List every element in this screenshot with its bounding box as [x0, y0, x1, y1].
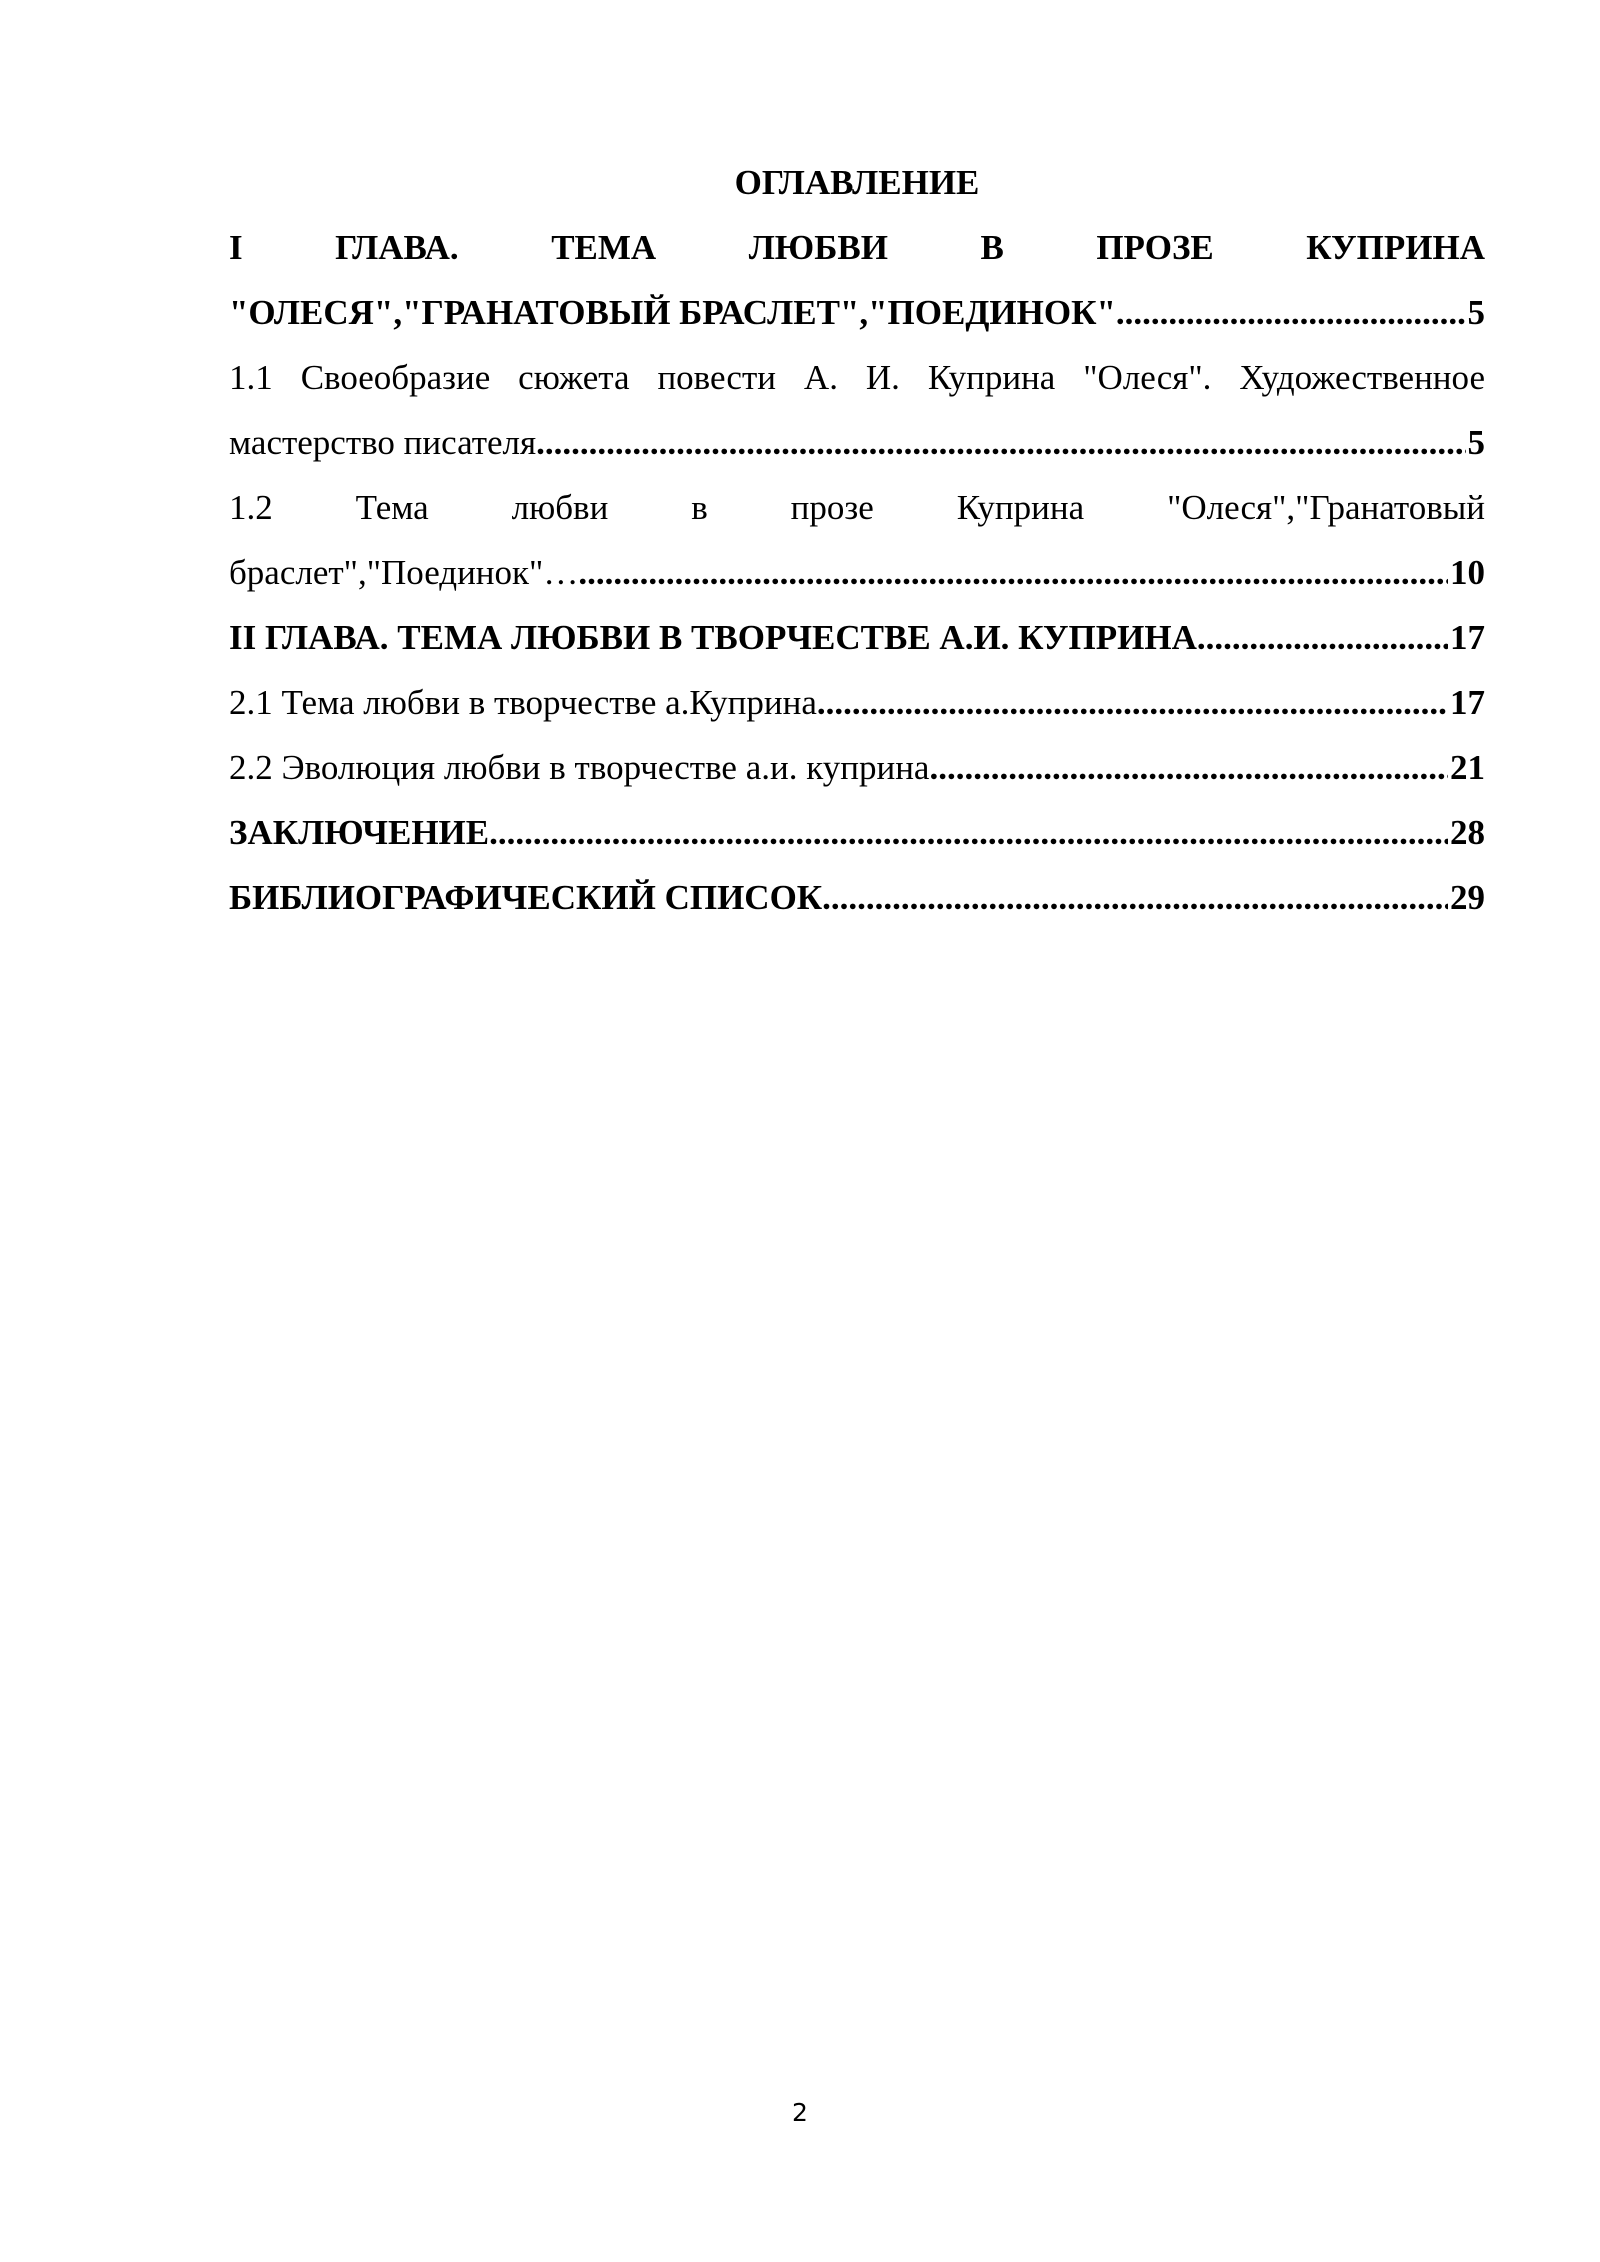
dot-leader [817, 670, 1448, 735]
toc-entry-chapter-2[interactable] [229, 605, 1485, 670]
table-of-contents [229, 150, 1485, 930]
dot-leader [489, 800, 1448, 865]
dot-leader [578, 540, 1448, 605]
toc-entry-text-line: 1.2 Тема любви в прозе Куприна "Олеся","Гранатовый [229, 488, 1485, 527]
toc-entry-text-line: I ГЛАВА. ТЕМА ЛЮБВИ В ПРОЗЕ КУПРИНА [229, 228, 1485, 267]
toc-page-number: 10 [1450, 553, 1485, 592]
dot-leader [1197, 605, 1448, 670]
toc-entry-leader-line [229, 735, 1485, 800]
dot-leader [536, 410, 1465, 475]
toc-entry-conclusion[interactable] [229, 800, 1485, 865]
toc-entry-text-line: "ОЛЕСЯ","ГРАНАТОВЫЙ БРАСЛЕТ","ПОЕДИНОК" [229, 293, 1116, 332]
toc-title: ОГЛАВЛЕНИЕ [734, 163, 980, 202]
toc-entry-text-line: 2.1 Тема любви в творчестве а.Куприна [229, 683, 817, 722]
toc-entry-text-line: БИБЛИОГРАФИЧЕСКИЙ СПИСОК [229, 878, 823, 917]
toc-entry-leader-line [229, 670, 1485, 735]
toc-entry-text-line: 2.2 Эволюция любви в творчестве а.и. куприна [229, 748, 930, 787]
toc-entry-text-line: браслет","Поединок"… [229, 553, 579, 592]
toc-entry-leader-line [229, 865, 1485, 930]
toc-page-number: 29 [1450, 878, 1485, 917]
page-number: 2 [792, 2098, 808, 2127]
dot-leader [1116, 280, 1466, 345]
dot-leader [822, 865, 1448, 930]
toc-page-number: 28 [1450, 813, 1485, 852]
toc-entry-chapter-1[interactable] [229, 215, 1485, 345]
toc-page-number: 5 [1467, 293, 1485, 332]
dot-leader [929, 735, 1448, 800]
toc-entry-leader-line [229, 410, 1485, 475]
toc-entry-leader-line [229, 800, 1485, 865]
toc-entry-text-line: ЗАКЛЮЧЕНИЕ [229, 813, 490, 852]
toc-entry-bibliography[interactable] [229, 865, 1485, 930]
toc-entry-leader-line [229, 280, 1485, 345]
toc-page-number: 21 [1450, 748, 1485, 787]
toc-page-number: 5 [1467, 423, 1485, 462]
toc-entry-section-2-1[interactable] [229, 670, 1485, 735]
toc-entry-text-line: II ГЛАВА. ТЕМА ЛЮБВИ В ТВОРЧЕСТВЕ А.И. КУПРИНА [229, 618, 1197, 657]
toc-entry-leader-line [229, 605, 1485, 670]
toc-page-number: 17 [1450, 618, 1485, 657]
toc-entry-leader-line [229, 540, 1485, 605]
toc-entry-section-1-1[interactable] [229, 345, 1485, 475]
toc-entry-section-2-2[interactable] [229, 735, 1485, 800]
toc-entry-section-1-2[interactable] [229, 475, 1485, 605]
toc-entry-text-line: 1.1 Своеобразие сюжета повести А. И. Куприна "Олеся". Художественное [229, 358, 1485, 397]
toc-page-number: 17 [1450, 683, 1485, 722]
toc-entry-text-line: мастерство писателя [229, 423, 537, 462]
